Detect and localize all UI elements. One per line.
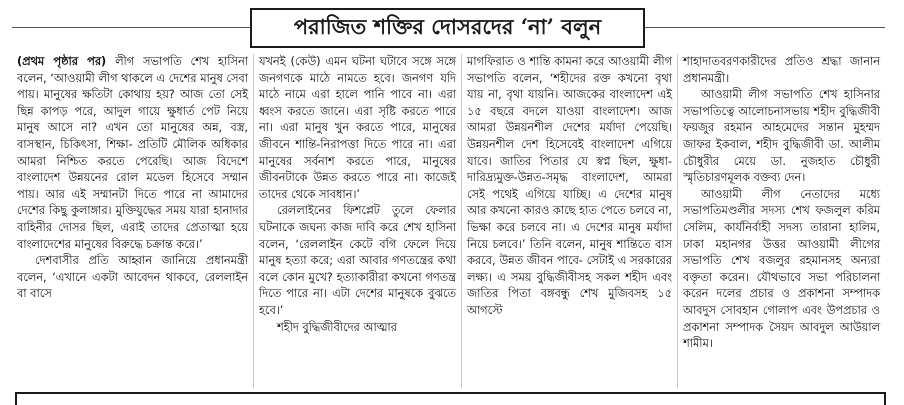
paragraph: মাগফিরাত ও শান্তি কামনা করে আওয়ামী লীগ সভাপতি বলেন, ‘শহীদের রক্ত কখনো বৃথা যায় না, বৃথা যায়নি। আজকের বাংলাদেশ এই ১৫ বছরে বদলে যাওয়া বাংলাদেশ। আজ আমরা উন্নয়নশীল দেশের মর্যাদা পেয়েছি। উন্নয়নশীল দেশ হিসেবেই বাংলাদেশ এগিয়ে যাবে। জাতির পিতার যে স্বপ্ন ছিল, ক্ষুধা-দারিদ্র্যমুক্ত-উন্নত-সমৃদ্ধ বাংলাদেশ, আমরা সেই পথেই এগিয়ে যাচ্ছি। এ দেশের মানুষ আর কখনো কারও কাছে হাত পেতে চলবে না, ভিক্ষা করে চলবে না। এ দেশের মানুষ মর্যাদা নিয়ে চলবে।’ তিনি বলেন, মানুষ শান্তিতে বাস করবে, উন্নত জীবন পাবে- সেটাই এ সরকারের লক্ষ্য। এ সময় বুদ্ধিজীবীসহ সকল শহীদ এবং জাতির পিতা বঙ্গবন্ধু শেখ মুজিবসহ ১৫ আগস্টে <box>467 55 672 317</box>
article-column-4 <box>678 54 885 388</box>
article-headline: পরাজিত শক্তির দোসরদের ‘না’ বলুন <box>293 13 602 39</box>
headline-rule-left <box>12 27 250 28</box>
article-body <box>12 54 885 388</box>
article-column-3 <box>462 54 678 388</box>
paragraph: শাহাদাতবরণকারীদের প্রতিও শ্রদ্ধা জানান প্রধানমন্ত্রী। <box>683 55 880 85</box>
article-column-1 <box>12 54 254 388</box>
paragraph: শহীদ বুদ্ধিজীবীদের আত্মার <box>277 320 397 334</box>
paragraph: আওয়ামী লীগ সভাপতি শেখ হাসিনার সভাপতিত্বে আলোচনাসভায় শহীদ বুদ্ধিজীবী ফয়জুর রহমান আহমেদের সন্তান মুহম্মদ জাফর ইকবাল, শহীদ বুদ্ধিজীবী ডা. আলীম চৌধুরীর মেয়ে ডা. নুজহাত চৌধুরী স্মৃতিচারণমূলক বক্তব্য দেন। <box>683 88 880 185</box>
paragraph: দেশবাসীর প্রতি আহ্বান জানিয়ে প্রধানমন্ত্রী বলেন, ‘এখানে একটা আবেদন থাকবে, রেললাইন বা বাসে <box>17 254 248 301</box>
continuation-lead: (প্রথম পৃষ্ঠার পর) <box>17 55 107 68</box>
paragraph <box>17 54 248 253</box>
paragraph: যখনই (কেউ) এমন ঘটনা ঘটাবে সঙ্গে সঙ্গে জনগণকে মাঠে নামতে হবে। জনগণ যদি মাঠে নামে এরা হালে পানি পাবে না। এরা ধ্বংস করতে জানে। এরা সৃষ্টি করতে পারে না। এরা মানুষ খুন করতে পারে, মানুষের জীবনে শান্তি-নিরাপত্তা দিতে পারে না। এরা মানুষের সর্বনাশ করতে পারে, মানুষের জীবনটাকে উন্নত করতে পারে না। কাজেই তাদের থেকে সাবধান।’ <box>259 55 456 201</box>
paragraph: আওয়ামী লীগ নেতাদের মধ্যে সভাপতিমণ্ডলীর সদস্য শেখ ফজলুল করিম সেলিম, কার্যনির্বাহী সদস্য তারানা হালিম, ঢাকা মহানগর উত্তর আওয়ামী লীগের সভাপতি শেখ বজলুর রহমানসহ অন্যরা বক্তৃতা করেন। যৌথভাবে সভা পরিচালনা করেন দলের প্রচার ও প্রকাশনা সম্পাদক আবদুস সোবহান গোলাপ এবং উপপ্রচার ও প্রকাশনা সম্পাদক সৈয়দ আবদুল আউয়াল শামীম। <box>683 187 880 351</box>
paragraph: রেললাইনের ফিশপ্লেট তুলে ফেলার ঘটনাকে জঘন্য কাজ দাবি করে শেখ হাসিনা বলেন, ‘রেললাইন কেটে বগি ফেলে দিয়ে মানুষ হত্যা করে; এরা আবার গণতন্ত্রের কথা বলে কোন মুখে? হত্যাকারীরা কখনো গণতন্ত্র দিতে পারে না। এটা দেশের মানুষকে বুঝতে হবে।’ <box>259 204 456 317</box>
headline-rule-right <box>645 27 885 28</box>
headline-box <box>250 8 645 48</box>
next-article-frame <box>15 392 886 405</box>
article-column-2 <box>254 54 462 388</box>
paragraph-text: লীগ সভাপতি শেখ হাসিনা বলেন, ‘আওয়ামী লীগ থাকলে এ দেশের মানুষ সেবা পায়। মানুষের ক্ষতিটা কোথায় হয়? আজ তো সেই ছিন্ন কাপড় পরে, আদুল গায়ে ক্ষুধার্ত পেট নিয়ে মানুষ আসে না? এখন তো মানুষের অন্ন, বস্ত্র, বাসস্থান, চিকিৎসা, শিক্ষা- প্রতিটি মৌলিক অধিকার আমরা নিশ্চিত করতে পেরেছি। আজ বিদেশে বাংলাদেশ উন্নয়নের রোল মডেল হিসেবে সম্মান পায়। আর এই সম্মানটা দিতে পারে না আমাদের দেশের কিছু কুলাঙ্গার। মুক্তিযুদ্ধের সময় যারা হানাদার বাহিনীর দোসর ছিল, এরাই তাদের প্রেতাত্মা হয়ে বাংলাদেশের মানুষের বিরুদ্ধে চক্রান্ত করে।’ <box>17 55 248 251</box>
